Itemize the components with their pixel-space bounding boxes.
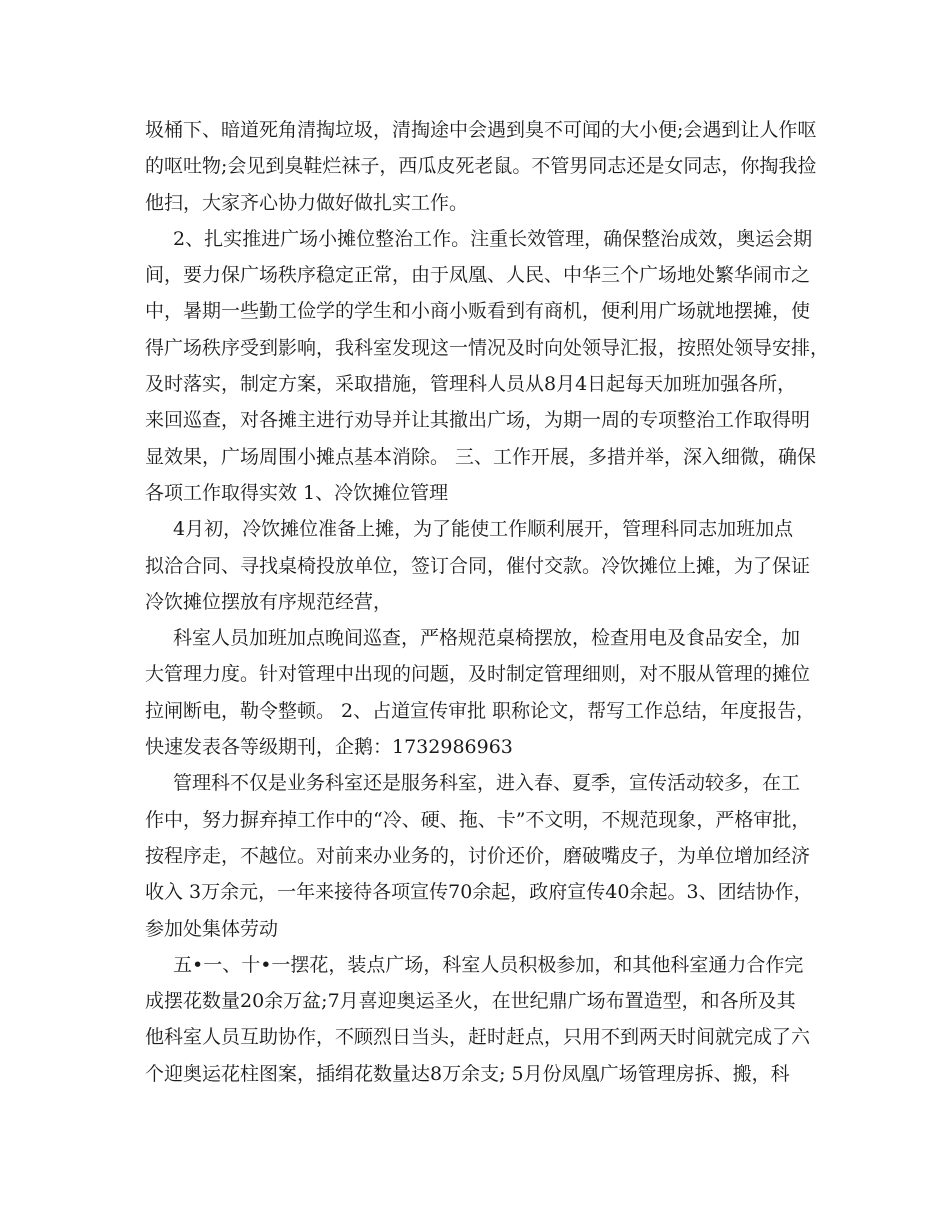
text-line: 冷饮摊位摆放有序规范经营， [145,590,393,613]
text-line: 他科室人员互助协作，不顾烈日当头，赶时赶点，只用不到两天时间就完成了六 [145,1026,811,1049]
text-line: 来回巡查，对各摊主进行劝导并让其撤出广场，为期一周的专项整治工作取得明 [145,409,811,432]
text-line: 五•一、十•一摆花，装点广场，科室人员积极参加，和其他科室通力合作完 [173,953,804,976]
text-line: 拟洽合同、寻找桌椅投放单位，签订合同，催付交款。冷饮摊位上摊，为了保证 [145,554,811,577]
text-line: 圾桶下、暗道死角清掏垃圾，清掏途中会遇到臭不可闻的大小便;会遇到让人作呕 [145,119,817,141]
text-line: 显效果，广场周围小摊点基本消除。 三、工作开展，多措并举，深入细微，确保 [145,445,817,468]
text-line: 个迎奥运花柱图案，插绢花数量达8万余支; 5月份凤凰广场管理房拆、搬，科 [145,1062,790,1085]
text-line: 各项工作取得实效 1、冷饮摊位管理 [145,481,449,504]
text-line: 大管理力度。针对管理中出现的问题，及时制定管理细则，对不服从管理的摊位 [145,663,811,686]
text-line: 中，暑期一些勤工俭学的学生和小商小贩看到有商机，便利用广场就地摆摊，使 [145,300,811,323]
text-line: 2、扎实推进广场小摊位整治工作。注重长效管理，确保整治成效，奥运会期 [173,227,813,250]
text-line: 间，要力保广场秩序稳定正常，由于凤凰、人民、中华三个广场地处繁华闹市之 [145,264,811,287]
text-line: 成摆花数量20余万盆;7月喜迎奥运圣火，在世纪鼎广场布置造型，和各所及其 [145,990,796,1013]
text-line: 他扫，大家齐心协力做好做扎实工作。 [145,191,469,214]
text-line: 管理科不仅是业务科室还是服务科室，进入春、夏季，宣传活动较多，在工 [173,772,801,795]
text-line: 及时落实，制定方案，采取措施，管理科人员从8月4日起每天加班加强各所， [145,373,797,396]
text-line: 科室人员加班加点晚间巡查，严格规范桌椅摆放，检查用电及食品安全，加 [173,627,801,650]
text-line: 快速发表各等级期刊，企鹅：1732986963 [145,736,513,759]
text-line: 4月初，冷饮摊位准备上摊，为了能使工作顺利展开，管理科同志加班加点 [173,518,794,541]
text-line: 收入 3万余元，一年来接待各项宣传70余起，政府宣传40余起。3、团结协作， [145,881,813,904]
text-line: 参加处集体劳动 [145,917,279,940]
text-line: 按程序走，不越位。对前来办业务的，讨价还价，磨破嘴皮子，为单位增加经济 [145,844,811,867]
text-line: 得广场秩序受到影响，我科室发现这一情况及时向处领导汇报，按照处领导安排， [145,336,830,359]
text-line: 拉闸断电，勒令整顿。 2、占道宣传审批 职称论文，帮写工作总结，年度报告， [145,699,816,722]
document-body [145,112,830,1092]
text-line: 的呕吐物;会见到臭鞋烂袜子，西瓜皮死老鼠。不管男同志还是女同志，你掏我捡 [145,155,817,178]
text-line: 作中，努力摒弃掉工作中的“冷、硬、拖、卡”不文明，不规范现象，严格审批， [145,808,811,831]
